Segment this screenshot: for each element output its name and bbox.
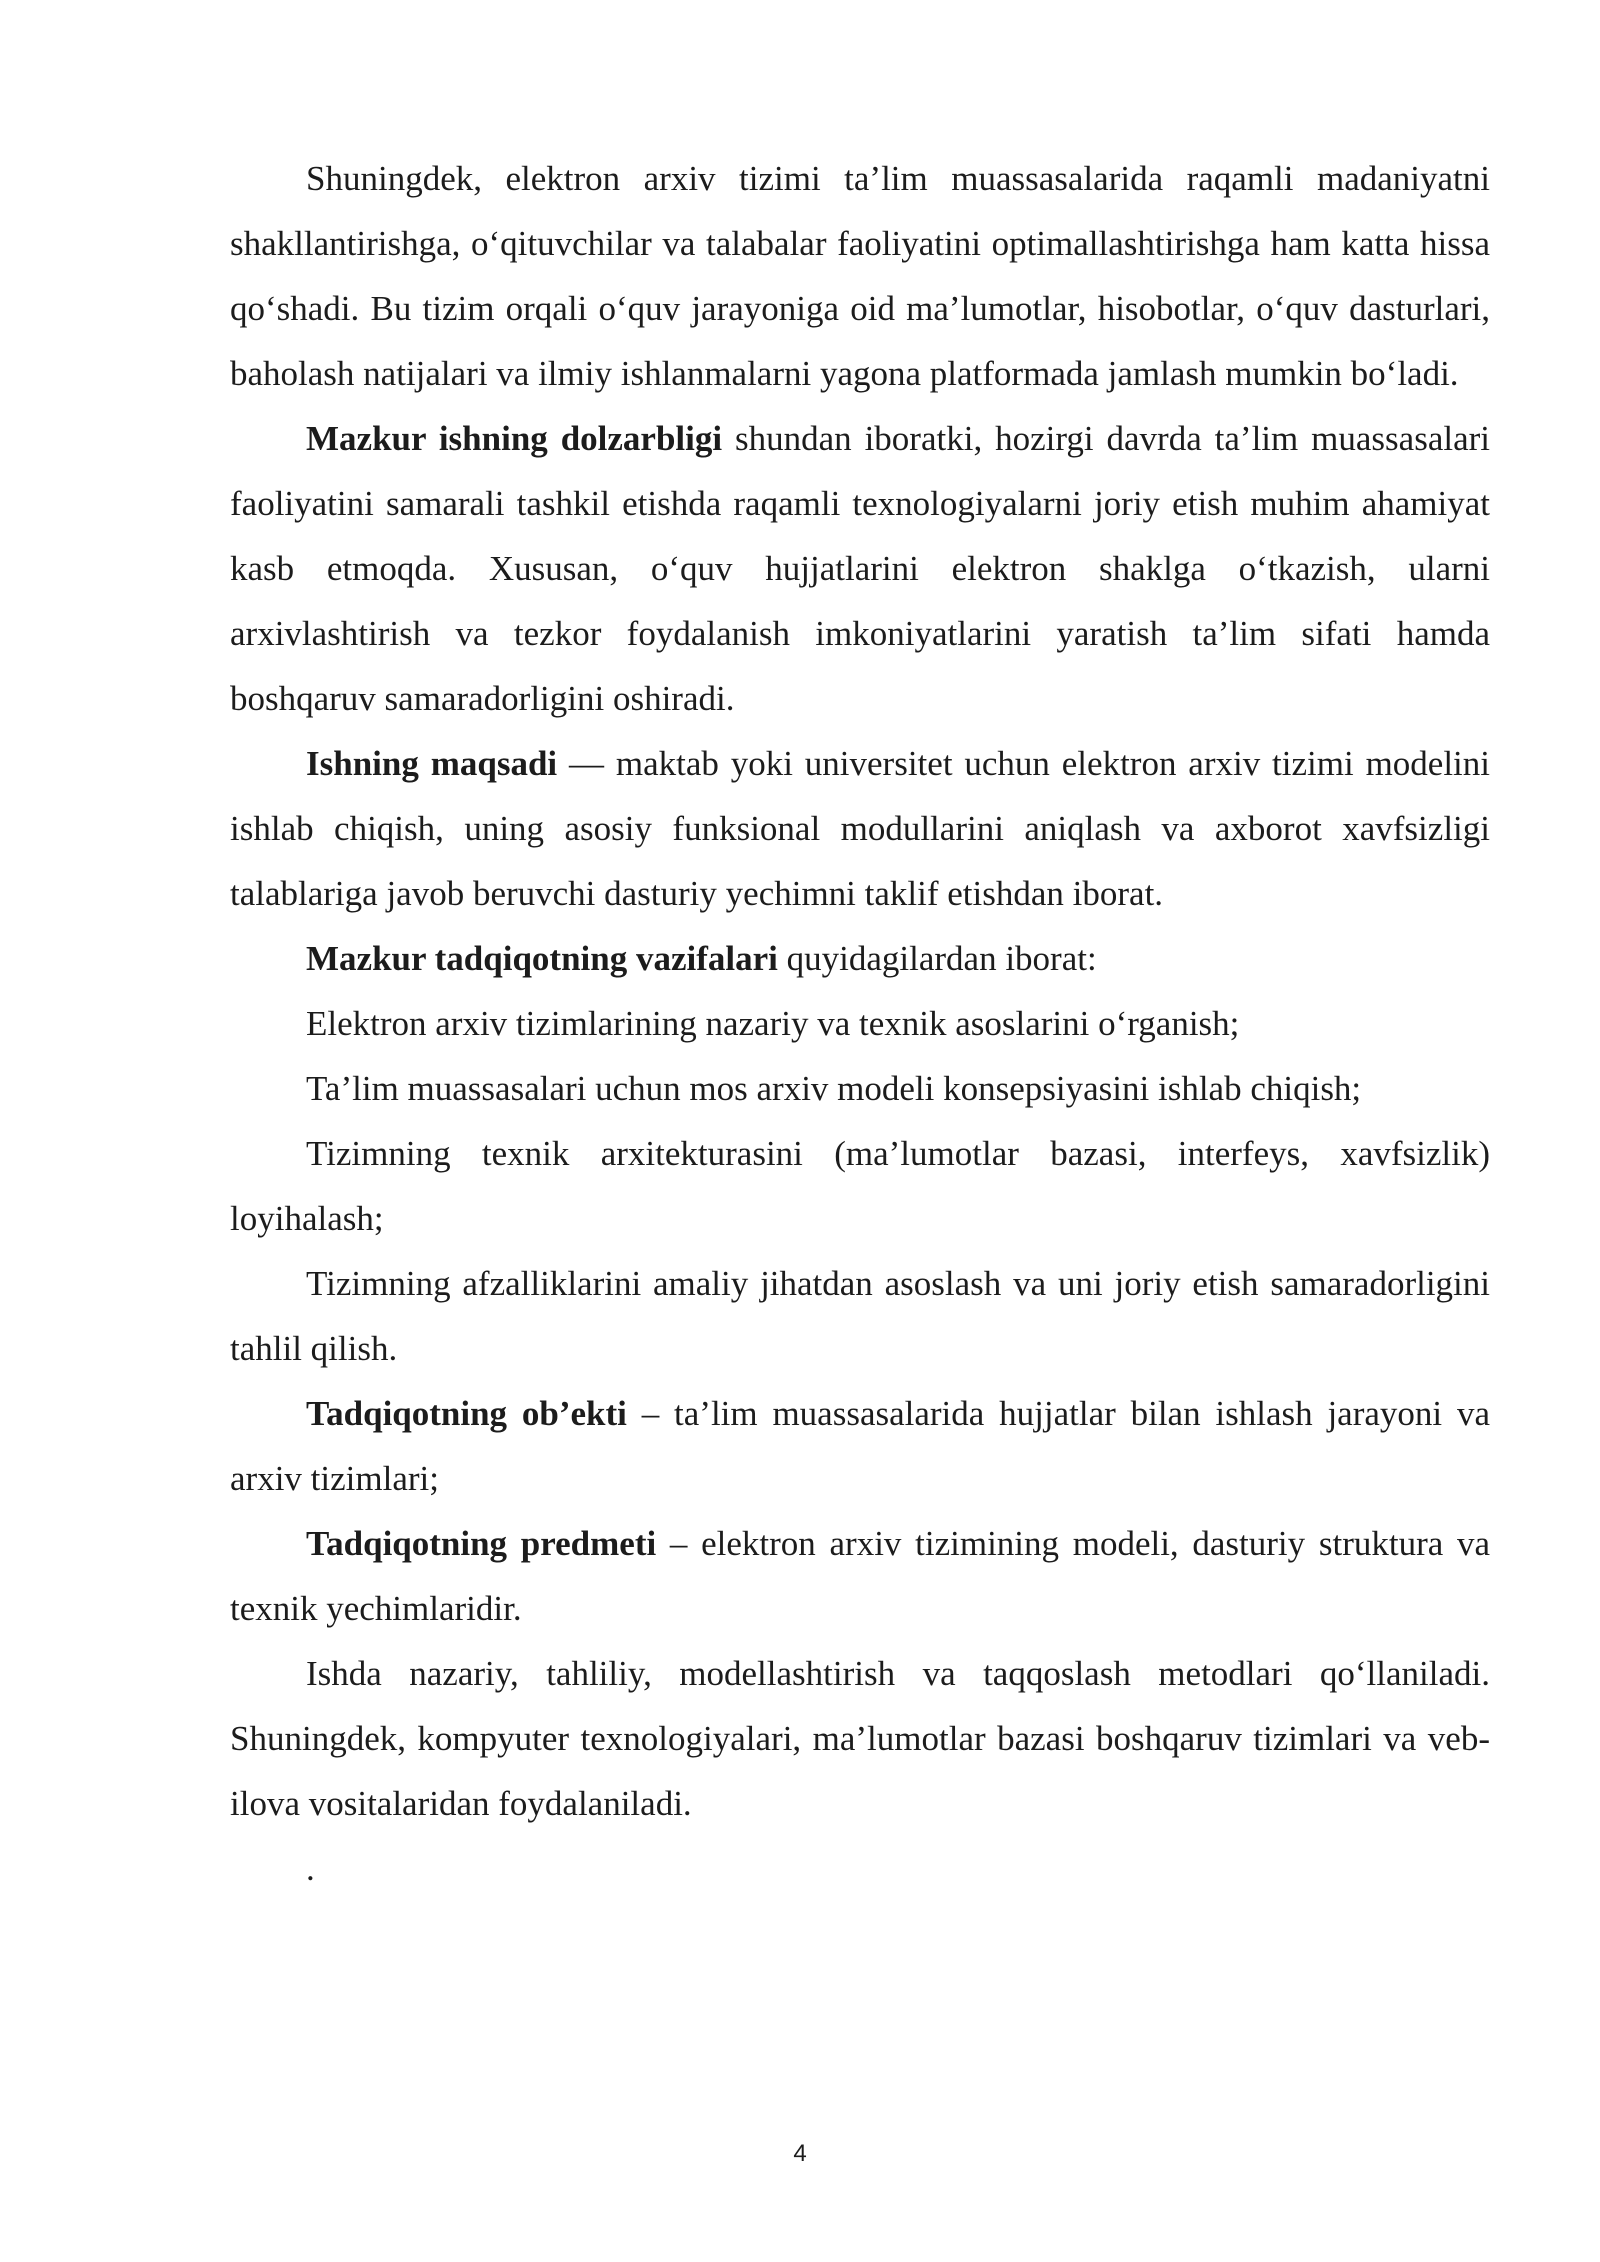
paragraph-text: – elektron arxiv tizimining modeli, dasturiy struktura va texnik yechimlaridir. bbox=[230, 1524, 1491, 1628]
paragraph-methods bbox=[230, 1641, 1490, 1836]
paragraph-subject bbox=[230, 1511, 1490, 1641]
paragraph-goal bbox=[230, 731, 1490, 926]
paragraph-text: Elektron arxiv tizimlarining nazariy va texnik asoslarini o‘rganish; bbox=[306, 1004, 1240, 1043]
paragraph-text: . bbox=[306, 1849, 315, 1888]
paragraph-object bbox=[230, 1381, 1490, 1511]
paragraph-tasks bbox=[230, 926, 1490, 991]
paragraph-text: Ishda nazariy, tahliliy, modellashtirish va taqqoslash metodlari qo‘llaniladi. Shuningdek, kompyuter texnologiyalari, ma’lumotlar bazasi boshqaruv tizimlari va veb-ilova vositalaridan foydalaniladi. bbox=[230, 1654, 1490, 1823]
paragraph-text: quyidagilardan iborat: bbox=[777, 939, 1097, 978]
paragraph-trailing-dot bbox=[230, 1836, 1490, 1901]
page-number: 4 bbox=[793, 2140, 807, 2167]
paragraph-text: Ta’lim muassasalari uchun mos arxiv modeli konsepsiyasini ishlab chiqish; bbox=[306, 1069, 1362, 1108]
document-body bbox=[230, 146, 1490, 1901]
paragraph-text: Shuningdek, elektron arxiv tizimi ta’lim muassasalarida raqamli madaniyatni shakllantirishga, o‘qituvchilar va talabalar faoliyatini optimallashtirishga ham katta hissa qo‘shadi. Bu tizim orqali o‘quv jarayoniga oid ma’lumotlar, hisobotlar, o‘quv dasturlari, baholash natijalari va ilmiy ishlanmalarni yagona platformada jamlash mumkin bo‘ladi. bbox=[230, 159, 1490, 393]
paragraph-lead: Mazkur ishning dolzarbligi bbox=[306, 419, 723, 458]
paragraph-relevance bbox=[230, 406, 1490, 731]
paragraph-lead: Tadqiqotning ob’ekti bbox=[306, 1394, 627, 1433]
paragraph-text: Tizimning afzalliklarini amaliy jihatdan asoslash va uni joriy etish samaradorligini tahlil qilish. bbox=[230, 1264, 1490, 1368]
task-item-4 bbox=[230, 1251, 1490, 1381]
task-item-1 bbox=[230, 991, 1490, 1056]
paragraph-text: shundan iboratki, hozirgi davrda ta’lim muassasalari faoliyatini samarali tashkil etishda raqamli texnologiyalarni joriy etish muhim ahamiyat kasb etmoqda. Xususan, o‘quv hujjatlarini elektron shaklga o‘tkazish, ularni arxivlashtirish va tezkor foydalanish imkoniyatlarini yaratish ta’lim sifati hamda boshqaruv samaradorligini oshiradi. bbox=[230, 419, 1490, 718]
paragraph-intro bbox=[230, 146, 1490, 406]
paragraph-lead: Tadqiqotning predmeti bbox=[306, 1524, 657, 1563]
paragraph-text: — maktab yoki universitet uchun elektron arxiv tizimi modelini ishlab chiqish, uning asosiy funksional modullarini aniqlash va axborot xavfsizligi talablariga javob beruvchi dasturiy yechimni taklif etishdan iborat. bbox=[230, 744, 1490, 913]
task-item-2 bbox=[230, 1056, 1490, 1121]
paragraph-lead: Mazkur tadqiqotning vazifalari bbox=[306, 939, 778, 978]
paragraph-text: Tizimning texnik arxitekturasini (ma’lumotlar bazasi, interfeys, xavfsizlik) loyihalash; bbox=[230, 1134, 1490, 1238]
paragraph-lead: Ishning maqsadi bbox=[306, 744, 558, 783]
paragraph-text: – ta’lim muassasalarida hujjatlar bilan ishlash jarayoni va arxiv tizimlari; bbox=[230, 1394, 1490, 1498]
task-item-3 bbox=[230, 1121, 1490, 1251]
